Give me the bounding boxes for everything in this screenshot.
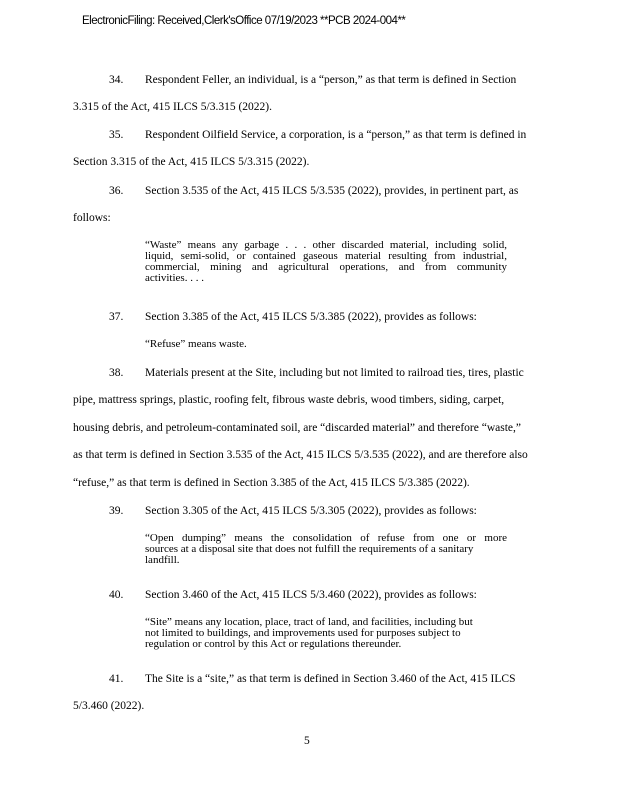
paragraph-35-line-1: Respondent Oilfield Service, a corporation, is a “person,” as that term is defined in [145, 129, 527, 141]
paragraph-34-line-1: Respondent Feller, an individual, is a “person,” as that term is defined in Section [145, 74, 517, 86]
quote-line: landfill. [145, 554, 180, 566]
paragraph-37-number: 37. [109, 311, 124, 323]
paragraph-38-line-3: housing debris, and petroleum-contaminated soil, are “discarded material” and therefore “waste,” [73, 422, 521, 434]
paragraph-38-line-5: “refuse,” as that term is defined in Section 3.385 of the Act, 415 ILCS 5/3.385 (2022). [73, 477, 470, 489]
paragraph-37-line-1: Section 3.385 of the Act, 415 ILCS 5/3.385 (2022), provides as follows: [145, 311, 477, 323]
paragraph-35-number: 35. [109, 129, 124, 141]
paragraph-38-line-4: as that term is defined in Section 3.535 of the Act, 415 ILCS 5/3.535 (2022), and are therefore also [73, 449, 528, 461]
paragraph-36-number: 36. [109, 185, 124, 197]
paragraph-34-line-2: 3.315 of the Act, 415 ILCS 5/3.315 (2022). [73, 101, 272, 113]
paragraph-38-line-1: Materials present at the Site, including but not limited to railroad ties, tires, plastic [145, 367, 524, 379]
paragraph-39-number: 39. [109, 505, 124, 517]
quote-line: liquid, semi-solid, or contained gaseous material resulting from industrial, [145, 250, 507, 262]
paragraph-40-line-1: Section 3.460 of the Act, 415 ILCS 5/3.460 (2022), provides as follows: [145, 589, 477, 601]
quote-line: not limited to buildings, and improvements used for purposes subject to [145, 627, 461, 639]
quote-line: regulation or control by this Act or regulations thereunder. [145, 638, 402, 650]
quote-line: “Site” means any location, place, tract of land, and facilities, including but [145, 616, 473, 628]
refuse-definition-quote [145, 339, 507, 350]
paragraph-41-number: 41. [109, 673, 124, 685]
paragraph-34-number: 34. [109, 74, 124, 86]
paragraph-36-line-2: follows: [73, 212, 111, 224]
quote-line: “Open dumping” means the consolidation of refuse from one or more [145, 532, 507, 544]
paragraph-41-line-2: 5/3.460 (2022). [73, 700, 145, 712]
electronic-filing-header: ElectronicFiling: Received,Clerk'sOffice 07/19/2023 **PCB 2024-004** [82, 15, 406, 27]
paragraph-40-number: 40. [109, 589, 124, 601]
quote-line: activities. . . . [145, 272, 204, 284]
quote-line: sources at a disposal site that does not fulfill the requirements of a sanitary [145, 543, 474, 555]
quote-line: commercial, mining and agricultural operations, and from community [145, 261, 507, 273]
paragraph-41-line-1: The Site is a “site,” as that term is defined in Section 3.460 of the Act, 415 ILCS [145, 673, 516, 685]
quote-line: “Waste” means any garbage . . . other discarded material, including solid, [145, 239, 507, 251]
paragraph-39-line-1: Section 3.305 of the Act, 415 ILCS 5/3.305 (2022), provides as follows: [145, 505, 477, 517]
waste-definition-quote [145, 240, 507, 284]
paragraph-38-line-2: pipe, mattress springs, plastic, roofing felt, fibrous waste debris, wood timbers, siding, carpet, [73, 394, 505, 406]
open-dumping-definition-quote [145, 533, 507, 566]
page-number: 5 [304, 735, 310, 747]
paragraph-36-line-1: Section 3.535 of the Act, 415 ILCS 5/3.535 (2022), provides, in pertinent part, as [145, 185, 519, 197]
quote-line: “Refuse” means waste. [145, 338, 247, 350]
paragraph-35-line-2: Section 3.315 of the Act, 415 ILCS 5/3.315 (2022). [73, 156, 310, 168]
paragraph-38-number: 38. [109, 367, 124, 379]
site-definition-quote [145, 617, 507, 650]
